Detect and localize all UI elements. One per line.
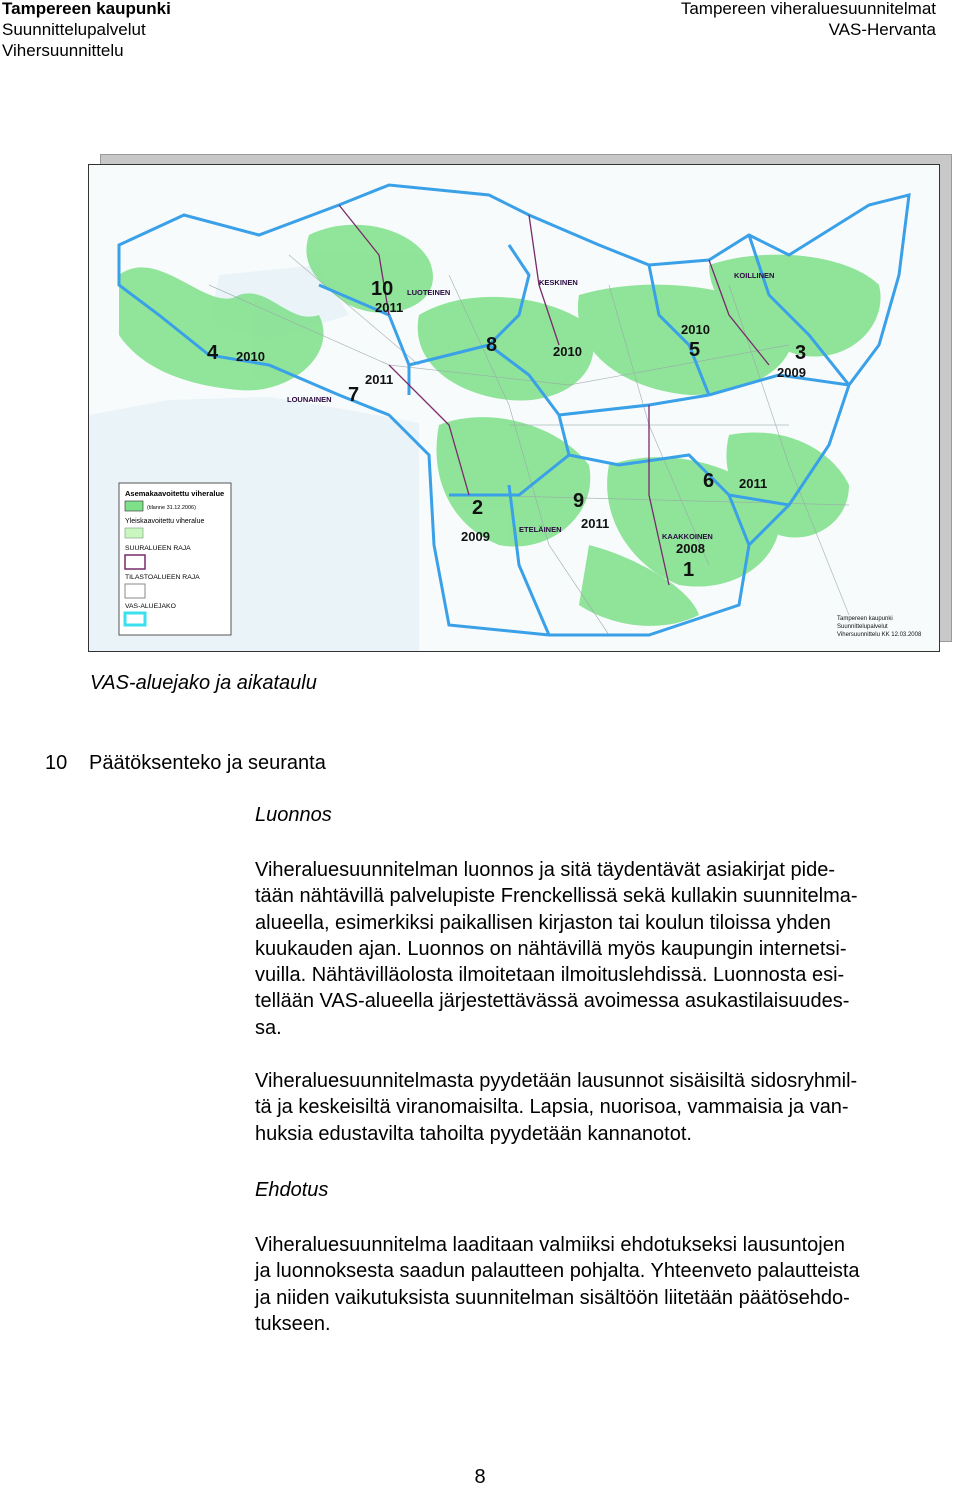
legend-label-vas: VAS-ALUEJAKO bbox=[125, 603, 176, 610]
header-unit: Suunnittelupalvelut bbox=[2, 20, 146, 39]
area-number-9: 9 bbox=[573, 490, 585, 512]
header-doc-title: Tampereen viheraluesuunnitelmat bbox=[680, 0, 936, 18]
map-svg bbox=[89, 165, 939, 651]
header-org: Tampereen kaupunki bbox=[2, 0, 171, 18]
area-division-map bbox=[88, 164, 940, 652]
stamp-line-3: Vihersuunnittelu KK 12.03.2008 bbox=[837, 632, 922, 638]
legend-label-date: (tilanne 31.12.2006) bbox=[147, 505, 196, 511]
area-year-2: 2009 bbox=[461, 529, 490, 544]
area-number-2: 2 bbox=[472, 497, 484, 519]
paragraph-line: Viheraluesuunnitelma laaditaan valmiiksi ehdotukseksi lausuntojen bbox=[255, 1234, 845, 1256]
section-number: 10 bbox=[45, 752, 68, 774]
area-number-10: 10 bbox=[371, 278, 394, 300]
paragraph-line: ja luonnoksesta saadun palautteen pohjalta. Yhteenveto palautteista bbox=[255, 1260, 860, 1283]
area-number-6: 6 bbox=[703, 470, 715, 492]
paragraph-line: huksia edustavilta tahoilta pyydetään kannanotot. bbox=[255, 1122, 692, 1145]
area-year-8: 2010 bbox=[553, 344, 582, 359]
paragraph-line: kuukauden ajan. Luonnos on nähtävillä myös kaupungin internetsi- bbox=[255, 937, 847, 960]
paragraph-line: tukseen. bbox=[255, 1312, 331, 1335]
region-label-luoteinen: LUOTEINEN bbox=[407, 288, 451, 297]
subheading-ehdotus: Ehdotus bbox=[255, 1179, 329, 1201]
stamp-line-1: Tampereen kaupunki bbox=[837, 616, 893, 622]
legend-label-statistical-area: TILASTOALUEEN RAJA bbox=[125, 574, 200, 581]
paragraph-line: ja niiden vaikutuksista suunnitelman sisältöön liitetään päätösehdo- bbox=[255, 1286, 850, 1309]
area-number-3: 3 bbox=[795, 342, 807, 364]
legend-label-master-plan: Yleiskaavoitettu viheralue bbox=[125, 518, 205, 525]
paragraph-line: alueella, esimerkiksi paikallisen kirjaston tai koulun tiloissa yhden bbox=[255, 911, 831, 934]
paragraph-line: Viheraluesuunnitelman luonnos ja sitä täydentävät asiakirjat pide- bbox=[255, 859, 835, 881]
map-caption: VAS-aluejako ja aikataulu bbox=[90, 672, 317, 694]
area-number-7: 7 bbox=[348, 384, 360, 406]
paragraph-line: tä ja keskeisiltä viranomaisilta. Lapsia, nuorisoa, vammaisia ja van- bbox=[255, 1096, 849, 1119]
paragraph-line: tellään VAS-alueella järjestettävässä avoimessa asukastilaisuudes- bbox=[255, 990, 850, 1013]
area-year-3: 2009 bbox=[777, 365, 806, 380]
paragraph-line: vuilla. Nähtävilläolosta ilmoitetaan ilmoituslehdissä. Luonnosta esi- bbox=[255, 964, 845, 987]
area-year-1: 2008 bbox=[676, 541, 705, 556]
region-label-koillinen: KOILLINEN bbox=[734, 271, 775, 280]
area-year-6: 2011 bbox=[739, 476, 768, 491]
stamp-line-2: Suunnittelupalvelut bbox=[837, 624, 888, 630]
subheading-luonnos: Luonnos bbox=[255, 804, 332, 826]
document-header-left bbox=[2, 0, 171, 61]
area-number-8: 8 bbox=[486, 334, 498, 356]
region-label-kaakkoinen: KAAKKOINEN bbox=[662, 532, 713, 541]
page-number: 8 bbox=[474, 1466, 486, 1488]
area-year-10: 2011 bbox=[375, 300, 404, 315]
header-subunit: Vihersuunnittelu bbox=[2, 41, 124, 60]
header-doc-area: VAS-Hervanta bbox=[828, 20, 936, 39]
document-header-right bbox=[681, 0, 936, 40]
section-title: Päätöksenteko ja seuranta bbox=[89, 752, 326, 774]
area-year-5: 2010 bbox=[681, 322, 710, 337]
area-year-9: 2011 bbox=[581, 516, 610, 531]
paragraph-line: tään nähtävillä palvelupiste Frenckellissä sekä kullakin suunnitelma- bbox=[255, 885, 858, 908]
section-heading bbox=[45, 752, 326, 775]
area-number-4: 4 bbox=[207, 342, 219, 364]
area-year-7: 2011 bbox=[365, 372, 394, 387]
map-legend bbox=[119, 483, 231, 635]
paragraph-luonnos-2 bbox=[255, 1068, 960, 1147]
area-number-1: 1 bbox=[683, 559, 695, 581]
paragraph-line: sa. bbox=[255, 1016, 282, 1039]
legend-label-green: Asemakaavoitettu viheralue bbox=[125, 489, 225, 498]
area-year-4: 2010 bbox=[236, 349, 265, 364]
paragraph-luonnos-1 bbox=[255, 857, 960, 1041]
paragraph-line: Viheraluesuunnitelmasta pyydetään lausunnot sisäisiltä sidosryhmil- bbox=[255, 1070, 858, 1092]
paragraph-ehdotus bbox=[255, 1232, 960, 1337]
area-number-5: 5 bbox=[689, 339, 701, 361]
region-label-lounainen: LOUNAINEN bbox=[287, 395, 332, 404]
legend-label-major-region: SUURALUEEN RAJA bbox=[125, 545, 191, 552]
region-label-etelainen: ETELÄINEN bbox=[519, 525, 562, 534]
region-label-keskinen: KESKINEN bbox=[539, 278, 578, 287]
